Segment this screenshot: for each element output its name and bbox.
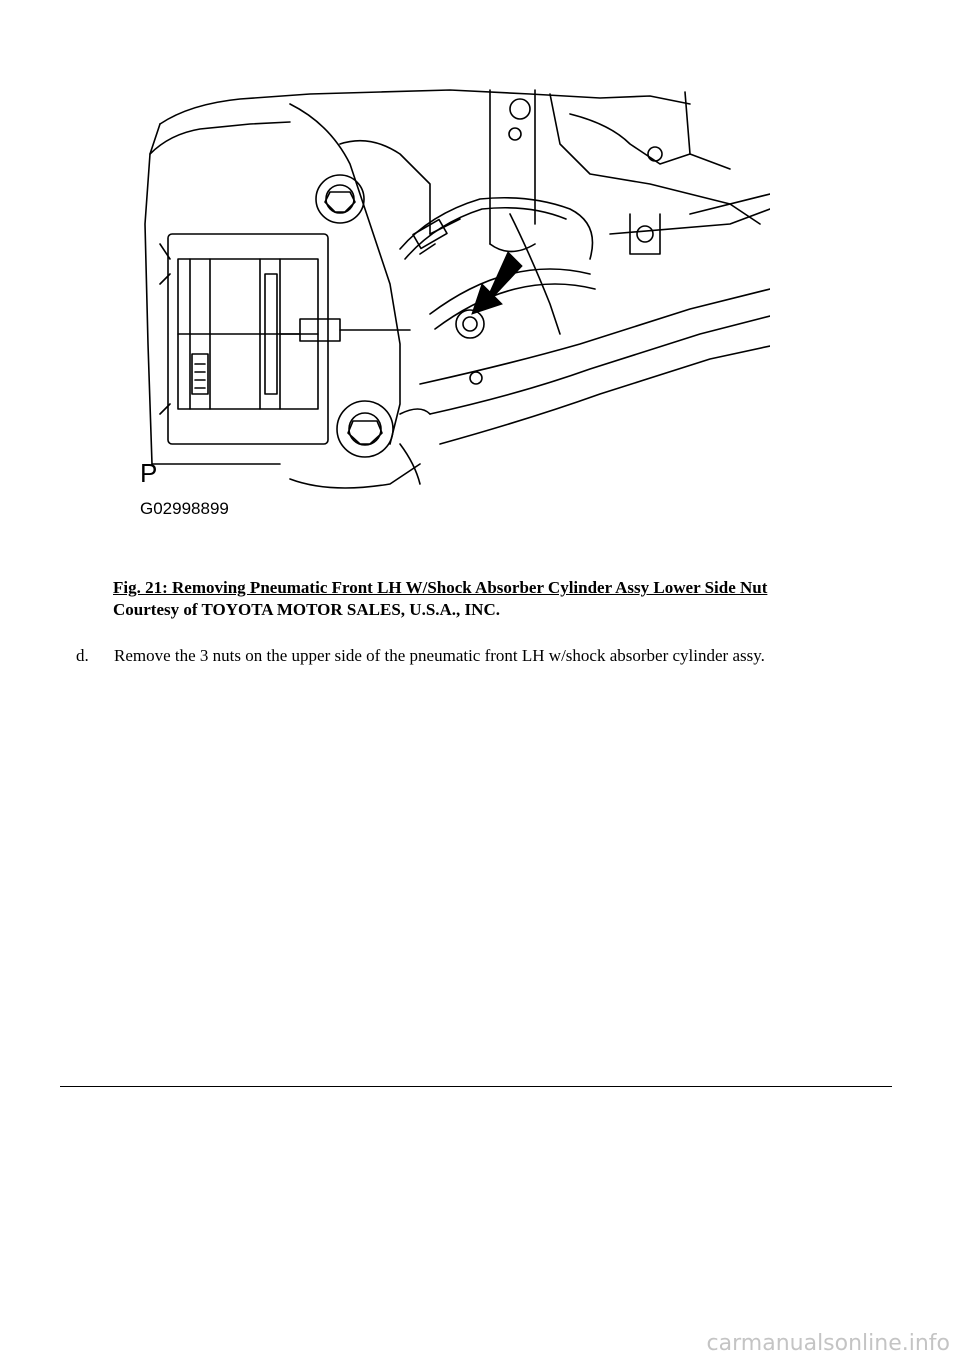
figure-caption-courtesy: Courtesy of TOYOTA MOTOR SALES, U.S.A., INC. — [113, 600, 500, 619]
figure-caption-title: Fig. 21: Removing Pneumatic Front LH W/Shock Absorber Cylinder Assy Lower Side Nut — [113, 578, 768, 597]
page-divider — [60, 1086, 892, 1087]
figure-illustration — [130, 84, 770, 524]
step-letter: d. — [76, 646, 89, 665]
step-text: Remove the 3 nuts on the upper side of the pneumatic front LH w/shock absorber cylinder assy. — [114, 646, 765, 665]
figure-label-letter: P — [140, 458, 158, 488]
shock-absorber-diagram — [130, 84, 770, 524]
figure-image-code: G02998899 — [140, 499, 229, 518]
figure-caption — [113, 577, 767, 621]
procedure-step — [76, 645, 765, 667]
watermark: carmanualsonline.info — [706, 1331, 950, 1356]
